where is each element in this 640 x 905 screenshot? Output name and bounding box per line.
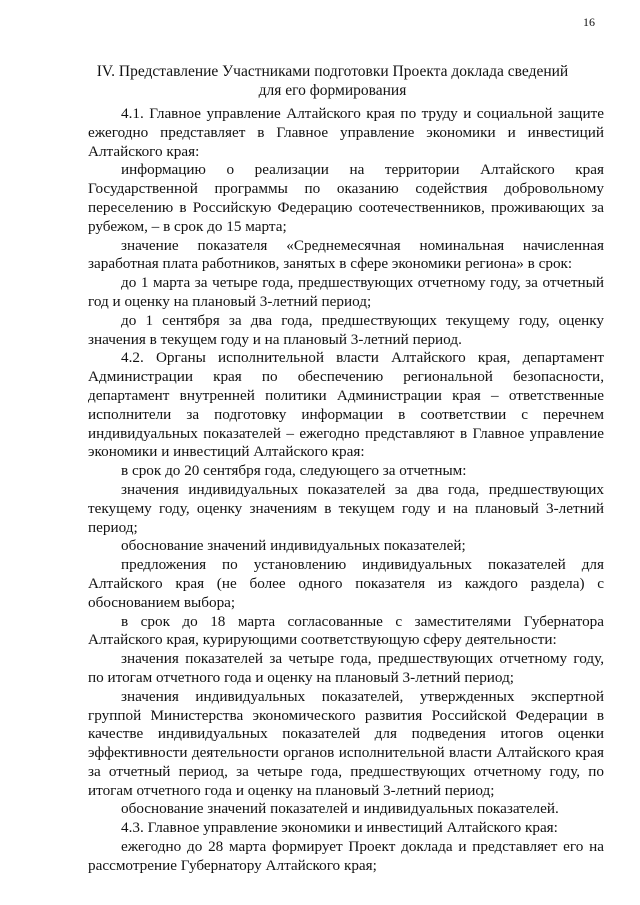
paragraph: 4.2. Органы исполнительной власти Алтайского края, департамент Администрации края по обеспечению региональной безопасности, департамент внутренней политики Администрации края – ответственные исполнители за подготовку информации в соответствии с перечнем индивидуальных показателей – ежегодно представляют в Главное управление экономики и инвестиций Алтайского края: [88,349,604,461]
paragraph: ежегодно до 28 марта формирует Проект доклада и представляет его на рассмотрение Губернатору Алтайского края; [88,838,604,874]
section-heading: IV. Представление Участниками подготовки Проекта доклада сведений для его формирования [96,63,569,99]
paragraph: в срок до 18 марта согласованные с заместителями Губернатора Алтайского края, курирующими соответствующую сферу деятельности: [88,612,604,649]
paragraph: предложения по установлению индивидуальных показателей для Алтайского края (не более одного показателя из каждого раздела) с обоснованием выбора; [88,556,604,611]
paragraph: до 1 марта за четыре года, предшествующих отчетному году, за отчетный год и оценку на плановый 3-летний период; [88,274,604,310]
paragraph: значение показателя «Среднемесячная номинальная начисленная заработная плата работников, занятых в сфере экономики региона» в срок: [88,236,604,273]
page-number: 16 [583,15,595,29]
paragraph: значения индивидуальных показателей за два года, предшествующих текущему году, оценку значениям в текущем году и на плановый 3-летний период; [88,480,604,536]
paragraph: 4.3. Главное управление экономики и инвестиций Алтайского края: [121,819,558,837]
paragraph: значения индивидуальных показателей, утвержденных экспертной группой Министерства экономического развития Российской Федерации в качестве индивидуальных показателей для подведения итогов оценки эффективности деятельности органов исполнительной власти Алтайского края за отчетный период, за четыре года, предшествующих отчетному году, по итогам отчетного года и оценку на плановый 3-летний период; [88,687,604,799]
paragraph: обоснование значений индивидуальных показателей; [121,537,466,555]
paragraph: до 1 сентября за два года, предшествующих текущему году, оценку значения в текущем году и на плановый 3-летний период. [88,311,604,348]
paragraph: информацию о реализации на территории Алтайского края Государственной программы по оказанию содействия добровольному переселению в Российскую Федерацию соотечественников, проживающих за рубежом, – в срок до 15 марта; [88,161,604,235]
paragraph: значения показателей за четыре года, предшествующих отчетному году, по итогам отчетного года и оценку на плановый 3-летний период; [88,650,604,686]
paragraph: обоснование значений показателей и индивидуальных показателей. [121,800,559,818]
paragraph: 4.1. Главное управление Алтайского края по труду и социальной защите ежегодно представляет в Главное управление экономики и инвестиций Алтайского края: [88,105,604,160]
paragraph: в срок до 20 сентября года, следующего за отчетным: [121,462,467,480]
document-body [88,105,604,876]
